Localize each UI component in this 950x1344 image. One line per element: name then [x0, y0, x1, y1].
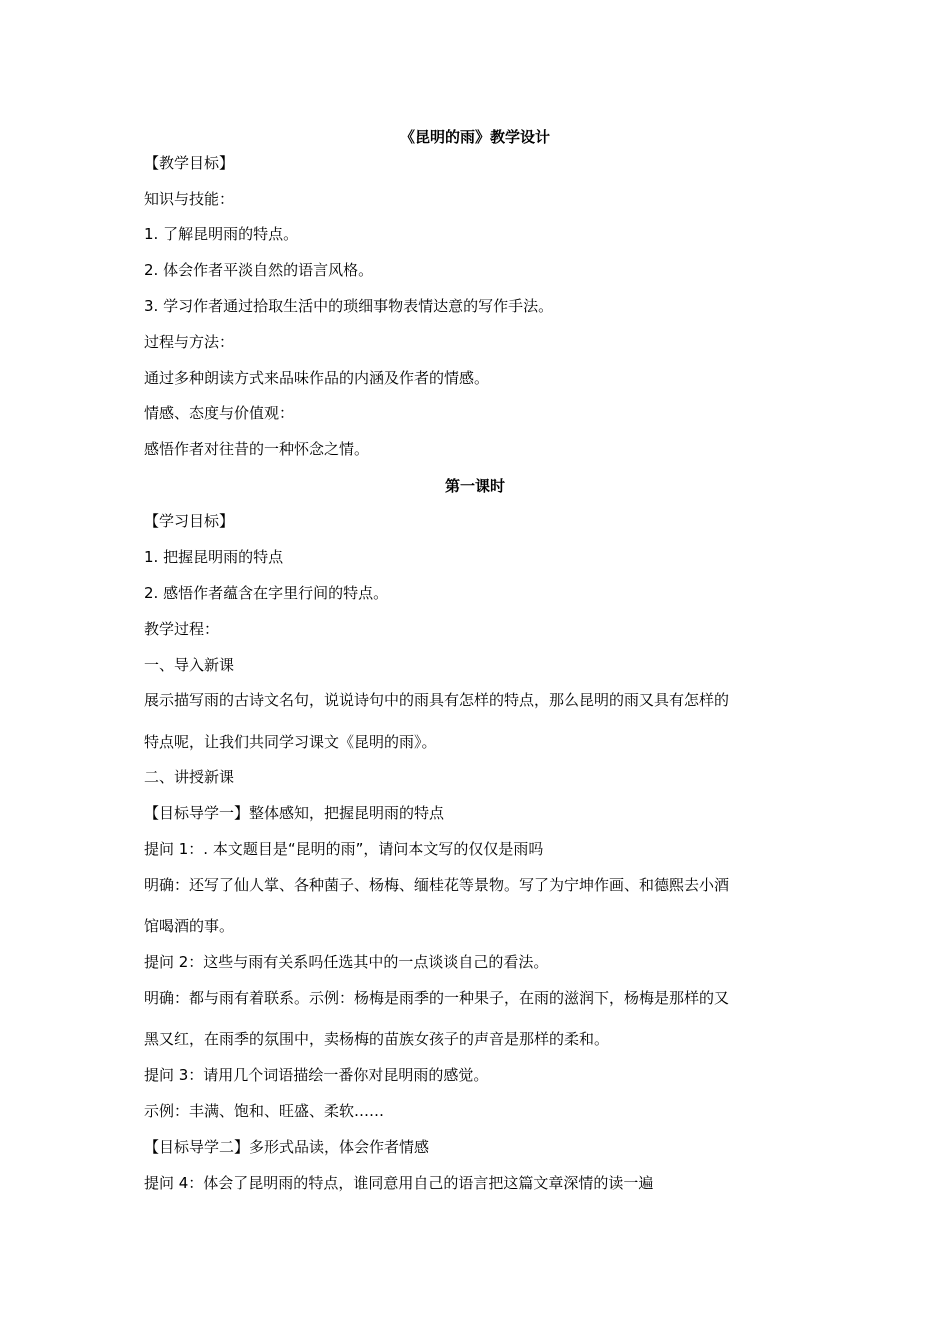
paragraph-line: 【目标导学一】整体感知，把握昆明雨的特点 — [144, 804, 445, 822]
paragraph-line: 2. 感悟作者蕴含在字里行间的特点。 — [144, 584, 389, 602]
paragraph-line: 过程与方法： — [144, 333, 235, 351]
paragraph-line: 通过多种朗读方式来品味作品的内涵及作者的情感。 — [144, 369, 490, 387]
paragraph-line: 馆喝酒的事。 — [144, 917, 235, 935]
heading-teaching-goals: 【教学目标】 — [144, 154, 235, 172]
paragraph-line: 教学过程： — [144, 620, 220, 638]
paragraph-line: 提问 2：这些与雨有关系吗任选其中的一点谈谈自己的看法。 — [144, 953, 549, 971]
paragraph-line: 提问 1：. 本文题目是“昆明的雨”，请问本文写的仅仅是雨吗 — [144, 840, 544, 858]
document-title: 《昆明的雨》教学设计 — [399, 128, 550, 146]
paragraph-line: 一、导入新课 — [144, 656, 235, 674]
paragraph-line: 特点呢，让我们共同学习课文《昆明的雨》。 — [144, 733, 437, 751]
paragraph-line: 明确：还写了仙人掌、各种菌子、杨梅、缅桂花等景物。写了为宁坤作画、和德熙去小酒 — [144, 876, 730, 894]
heading-learning-goals: 【学习目标】 — [144, 512, 235, 530]
paragraph-line: 感悟作者对往昔的一种怀念之情。 — [144, 440, 370, 458]
section-title: 第一课时 — [444, 477, 505, 495]
paragraph-line: 二、讲授新课 — [144, 768, 235, 786]
paragraph-line: 提问 4：体会了昆明雨的特点，谁同意用自己的语言把这篇文章深情的读一遍 — [144, 1174, 654, 1192]
paragraph-line: 明确：都与雨有着联系。示例：杨梅是雨季的一种果子，在雨的滋润下，杨梅是那样的又 — [144, 989, 730, 1007]
paragraph-line: 黑又红，在雨季的氛围中，卖杨梅的苗族女孩子的声音是那样的柔和。 — [144, 1030, 610, 1048]
paragraph-line: 提问 3：请用几个词语描绘一番你对昆明雨的感觉。 — [144, 1066, 489, 1084]
paragraph-line: 3. 学习作者通过拾取生活中的琐细事物表情达意的写作手法。 — [144, 297, 554, 315]
paragraph-line: 1. 了解昆明雨的特点。 — [144, 225, 299, 243]
paragraph-line: 知识与技能： — [144, 190, 235, 208]
paragraph-line: 2. 体会作者平淡自然的语言风格。 — [144, 261, 374, 279]
paragraph-line: 1. 把握昆明雨的特点 — [144, 548, 284, 566]
paragraph-line: 展示描写雨的古诗文名句，说说诗句中的雨具有怎样的特点，那么昆明的雨又具有怎样的 — [144, 691, 730, 709]
paragraph-line: 情感、态度与价值观： — [144, 404, 295, 422]
paragraph-line: 【目标导学二】多形式品读，体会作者情感 — [144, 1138, 430, 1156]
paragraph-line: 示例：丰满、饱和、旺盛、柔软…… — [144, 1102, 385, 1120]
